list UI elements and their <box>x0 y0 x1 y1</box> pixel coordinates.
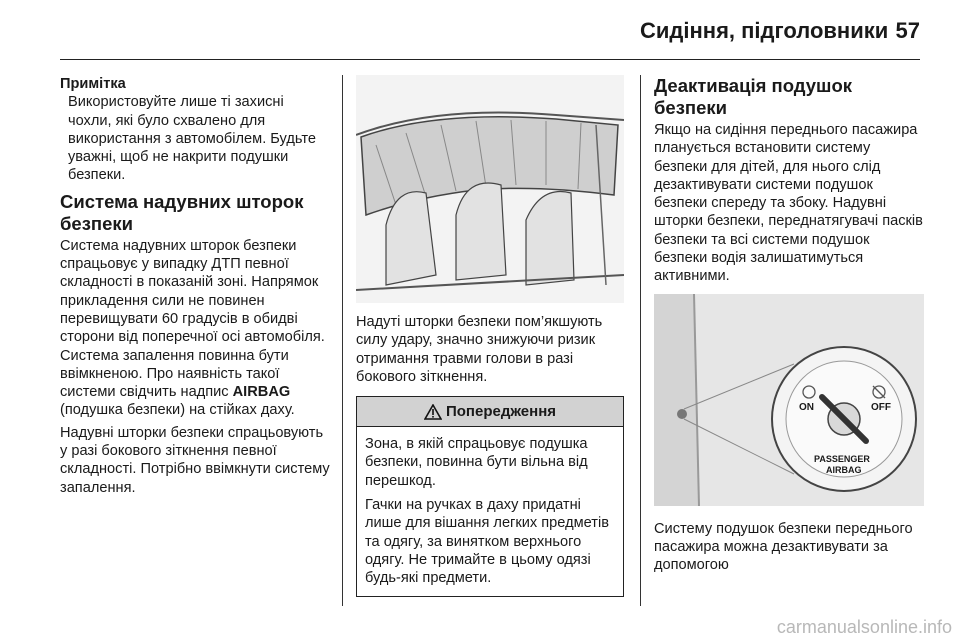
switch-airbag-label: AIRBAG <box>826 464 862 475</box>
switch-on-label: ON <box>799 401 814 413</box>
column-divider-right <box>640 75 641 606</box>
warning-title: Попередження <box>445 403 557 421</box>
column-right <box>654 75 924 579</box>
note-title: Примітка <box>60 76 126 92</box>
warning-paragraph-1: Зона, в якій спрацьовує подушка безпеки, повинна бути вільна від перешкод. <box>365 436 588 489</box>
column-divider-left <box>342 75 343 606</box>
curtain-airbag-illustration <box>356 75 624 303</box>
paragraph-deactivation-2: Систему подушок безпеки переднього пасажира можна дезактивувати за допомогою <box>654 520 913 574</box>
airbag-switch-drawing <box>654 294 924 506</box>
watermark: carmanualsonline.info <box>776 617 952 637</box>
heading-curtain-airbag: Система надувних шторок безпеки <box>60 190 304 234</box>
paragraph-curtain-1-end: (подушка безпеки) на стійках даху. <box>60 402 295 419</box>
airbag-switch-illustration <box>654 294 924 506</box>
note-text: Використовуйте лише ті захисні чохли, які було схвалено для використання з автомобілем. Будьте уважні, щоб не накрити подушки безпеки. <box>68 94 316 184</box>
paragraph-curtain-2: Надувні шторки безпеки спрацьовують у разі бокового зіткнення певної складності. Потрібно ввімкнути систему запалення. <box>60 424 330 496</box>
heading-airbag-deactivation: Деактивація подушок безпеки <box>654 75 853 118</box>
airbag-label: AIRBAG <box>232 384 291 401</box>
figure-caption: Надуті шторки безпеки пом’якшують силу удару, значно знижуючи ризик отримання травми голови в разі бокового зіткнення. <box>356 314 603 385</box>
column-middle <box>356 75 624 597</box>
paragraph-curtain-1 <box>60 237 330 420</box>
warning-box <box>356 396 624 596</box>
curtain-airbag-drawing <box>356 75 624 303</box>
page-header <box>0 0 960 62</box>
switch-passenger-label: PASSENGER <box>814 453 870 464</box>
note-block <box>60 75 330 185</box>
switch-off-label: OFF <box>871 401 891 413</box>
column-left <box>60 75 330 501</box>
page-number: 57 <box>895 18 920 43</box>
warning-triangle-icon <box>424 404 442 420</box>
warning-header <box>357 397 623 427</box>
section-title: Сидіння, підголовники <box>640 18 889 43</box>
header-divider <box>60 59 920 60</box>
warning-body <box>357 427 623 595</box>
warning-paragraph-2: Гачки на ручках в даху придатні лише для вішання легких предметів та одягу, за винятком верхнього одягу. Не тримайте в цьому одязі будь-які предмети. <box>365 497 609 587</box>
paragraph-curtain-1-text: Система надувних шторок безпеки спрацьовує у випадку ДТП певної складності в показаній зоні. Напрямок прикладення сили не повинен перевищувати 60 градусів в обидві сторони від поперечної осі автомобіля. Система запалення повинна бути ввімкненою. Про наявність такої системи свідчить надпис <box>60 237 325 401</box>
paragraph-deactivation-1: Якщо на сидіння переднього пасажира планується встановити систему безпеки для дітей, для нього слід дезактивувати системи подушок безпеки спереду та збоку. Надувні шторки безпеки, переднатягувачі пасків безпеки та всі системи подушок безпеки водія залишатимуться активними. <box>654 122 923 285</box>
